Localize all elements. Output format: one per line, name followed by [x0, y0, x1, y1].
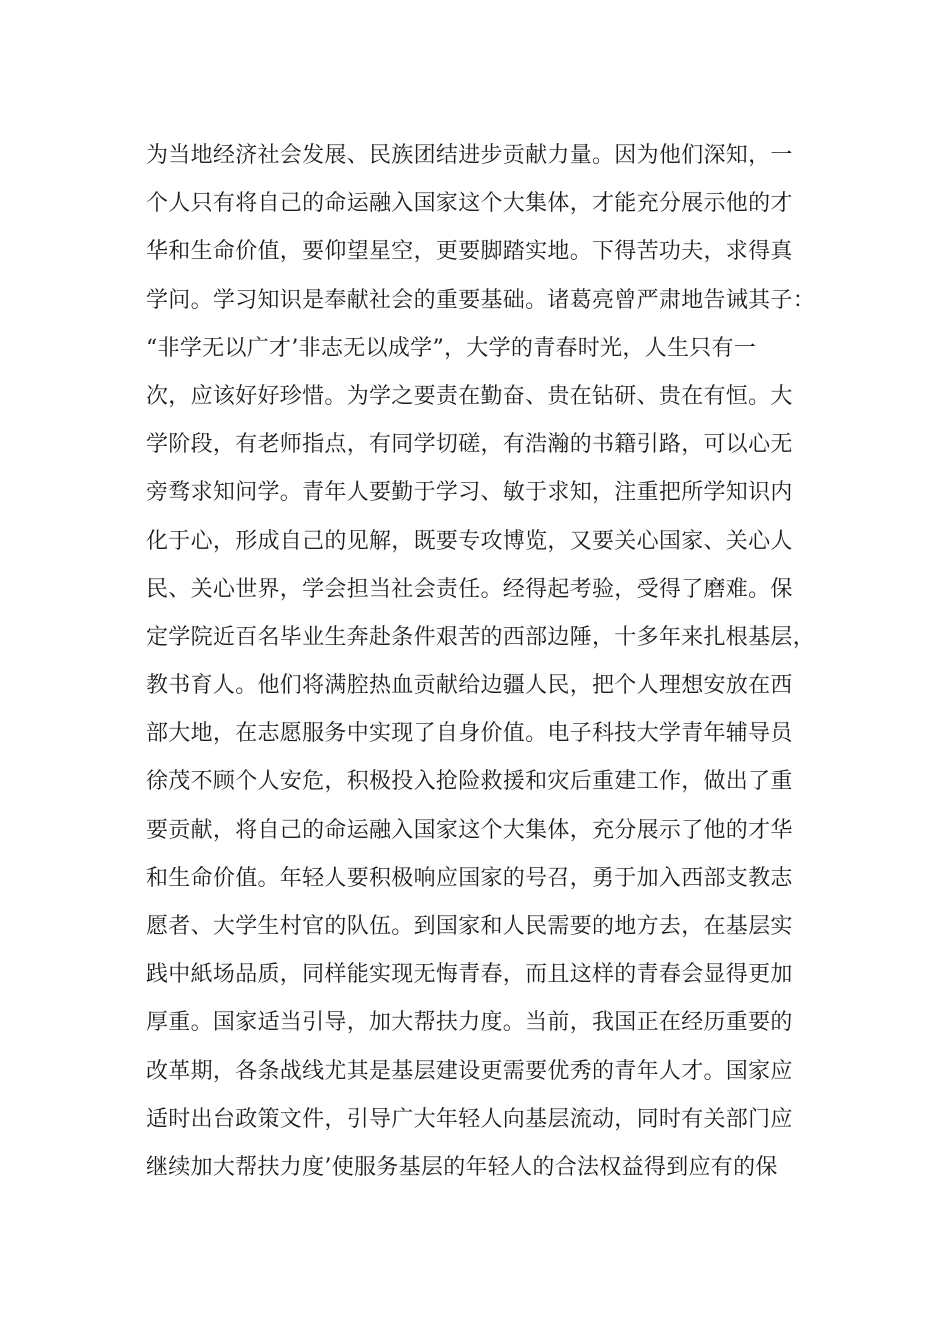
text-line-20: 改革期，各条战线尤其是基层建设更需要优秀的青年人才。国家应 [146, 1058, 793, 1084]
text-line-4: 学问。学习知识是奉献社会的重要基础。诸葛亮曾严肃地告诫其子： [146, 287, 816, 313]
text-line-8: 旁骛求知问学。青年人要勤于学习、敏于求知，注重把所学知识内 [146, 480, 793, 506]
body-text [146, 132, 826, 1192]
text-line-1: 为当地经济社会发展、民族团结进步贡献力量。因为他们深知，一 [146, 143, 793, 168]
text-line-2: 个人只有将自己的命运融入国家这个大集体，才能充分展示他的才 [146, 191, 793, 217]
text-line-21: 适时出台政策文件，引导广大年轻人向基层流动，同时有关部门应 [146, 1106, 793, 1132]
text-line-5: “非学无以广才’非志无以成学”，大学的青春时光，人生只有一 [146, 335, 757, 361]
text-line-15: 要贡献，将自己的命运融入国家这个大集体，充分展示了他的才华 [146, 817, 793, 843]
text-line-11: 定学院近百名毕业生奔赴条件艰苦的西部边陲，十多年来扎根基层， [146, 624, 816, 650]
text-line-19: 厚重。国家适当引导，加大帮扶力度。当前，我国正在经历重要的 [146, 1010, 793, 1036]
text-line-16: 和生命价值。年轻人要积极响应国家的号召，勇于加入西部支教志 [146, 865, 793, 891]
text-line-9: 化于心，形成自己的见解，既要专攻博览，又要关心国家、关心人 [146, 528, 793, 554]
text-line-6: 次，应该好好珍惜。为学之要责在勤奋、贵在钻研、贵在有恒。大 [146, 383, 793, 409]
text-line-10: 民、关心世界，学会担当社会责任。经得起考验，受得了磨难。保 [146, 576, 793, 602]
text-line-12: 教书育人。他们将满腔热血贡献给边疆人民，把个人理想安放在西 [146, 673, 793, 699]
text-line-7: 学阶段，有老师指点，有同学切磋，有浩瀚的书籍引路，可以心无 [146, 432, 793, 458]
text-line-13: 部大地，在志愿服务中实现了自身价值。电子科技大学青年辅导员 [146, 721, 793, 747]
text-line-22: 继续加大帮扶力度’使服务基层的年轻人的合法权益得到应有的保 [146, 1154, 778, 1180]
text-line-17: 愿者、大学生村官的队伍。到国家和人民需要的地方去，在基层实 [146, 914, 793, 939]
text-line-18: 践中紙场品质，同样能实现无悔青春，而且这样的青春会显得更加 [146, 962, 793, 988]
text-line-14: 徐茂不顾个人安危，积极投入抢险救援和灾后重建工作，做出了重 [146, 769, 793, 795]
text-line-3: 华和生命价值，要仰望星空，更要脚踏实地。下得苦功夫，求得真 [146, 239, 793, 265]
